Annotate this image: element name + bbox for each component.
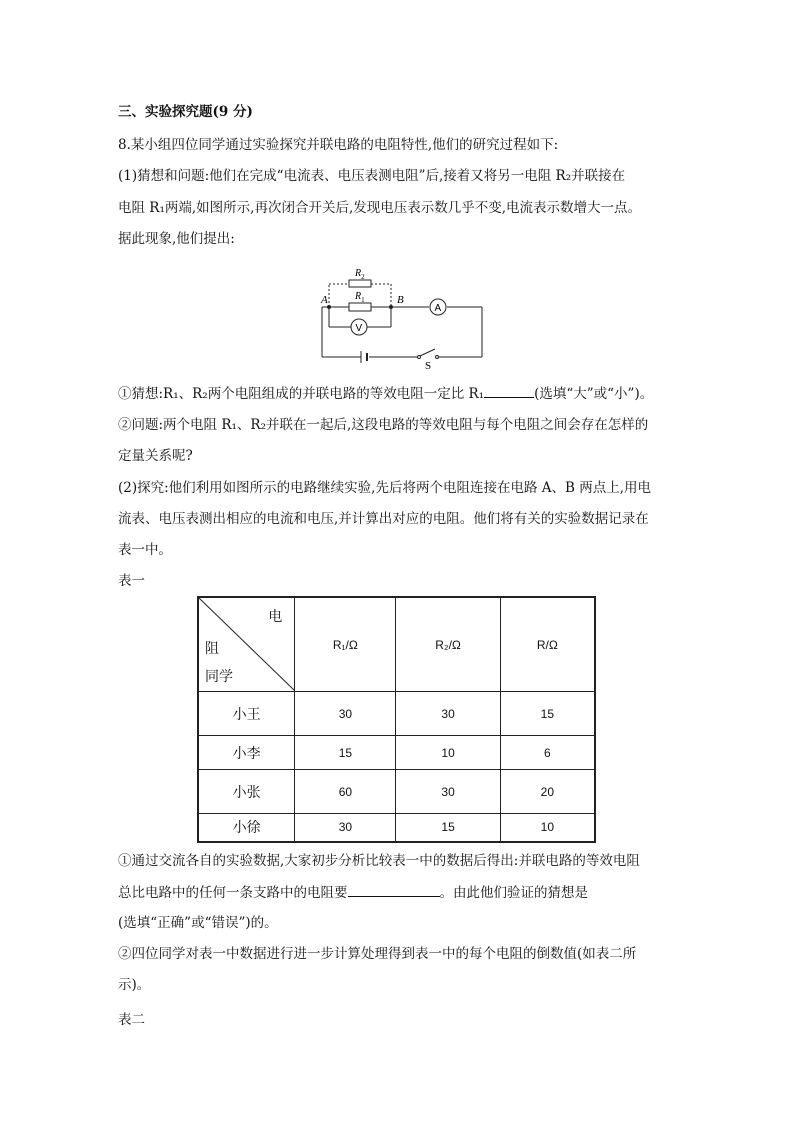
header-diag-top: 电 bbox=[268, 609, 283, 625]
column-header: R₁/Ω bbox=[295, 597, 396, 692]
table2-label: 表二 bbox=[118, 1012, 145, 1028]
student-name: 小李 bbox=[198, 736, 295, 770]
q1-line3: (选填“正确”或“错误”)的。 bbox=[118, 915, 278, 931]
header-diag-bottom: 同学 bbox=[205, 669, 233, 685]
label-r2: $R_2$ bbox=[355, 268, 365, 281]
student-name: 小王 bbox=[198, 692, 295, 736]
diagonal-header-cell bbox=[198, 597, 295, 692]
part2-line1: (2)探究:他们利用如图所示的电路继续实验,先后将两个电阻连接在电路 A、B 两点上,用电 bbox=[118, 480, 652, 496]
guess-text: ①猜想:R₁、R₂两个电阻组成的并联电路的等效电阻一定比 R₁ bbox=[118, 386, 485, 402]
table1-label: 表一 bbox=[118, 573, 145, 589]
table-header-row bbox=[198, 597, 595, 692]
r2-value: 30 bbox=[396, 692, 500, 736]
part2-line2: 流表、电压表测出相应的电流和电压,并计算出对应的电阻。他们将有关的实验数据记录在 bbox=[118, 511, 649, 527]
label-a: A bbox=[321, 294, 328, 306]
q2-line1: ②四位同学对表一中数据进行进一步计算处理得到表一中的每个电阻的倒数值(如表二所 bbox=[118, 946, 637, 962]
q1-line2-text: 总比电路中的任何一条支路中的电阻要 bbox=[118, 885, 348, 901]
r-value: 20 bbox=[500, 770, 595, 814]
svg-text:V: V bbox=[355, 323, 363, 334]
q1-blank[interactable] bbox=[348, 883, 440, 897]
resistor-r1 bbox=[349, 303, 371, 311]
table-row bbox=[198, 770, 595, 814]
r-value: 10 bbox=[500, 814, 595, 842]
q1-line2 bbox=[118, 883, 588, 902]
resistor-r2 bbox=[349, 280, 371, 287]
question-line1: ②问题:两个电阻 R₁、R₂并联在一起后,这段电路的等效电阻与每个电阻之间会存在怎样的 bbox=[118, 417, 649, 433]
part1-line3: 据此现象,他们提出: bbox=[118, 231, 235, 247]
student-name: 小张 bbox=[198, 770, 295, 814]
table-row bbox=[198, 692, 595, 736]
table-row bbox=[198, 814, 595, 842]
q2-line2: 示)。 bbox=[118, 977, 151, 993]
r-value: 6 bbox=[500, 736, 595, 770]
r-value: 15 bbox=[500, 692, 595, 736]
r1-value: 15 bbox=[295, 736, 396, 770]
q1-line2-tail: 。由此他们验证的猜想是 bbox=[439, 885, 588, 901]
r1-value: 30 bbox=[295, 692, 396, 736]
part1-line1: (1)猜想和问题:他们在完成“电流表、电压表测电阻”后,接着又将另一电阻 R₂并联接在 bbox=[118, 168, 626, 184]
q1-line1: ①通过交流各自的实验数据,大家初步分析比较表一中的数据后得出:并联电路的等效电阻 bbox=[118, 853, 640, 869]
part1-line2: 电阻 R₁两端,如图所示,再次闭合开关后,发现电压表示数几乎不变,电流表示数增大一点。 bbox=[118, 200, 642, 216]
label-r1: $R_1$ bbox=[355, 291, 365, 304]
student-name: 小徐 bbox=[198, 814, 295, 842]
table-row bbox=[198, 736, 595, 770]
r2-value: 30 bbox=[396, 770, 500, 814]
switch-icon bbox=[418, 349, 439, 359]
column-header: R/Ω bbox=[500, 597, 595, 692]
battery-icon bbox=[361, 351, 367, 363]
guess-blank[interactable] bbox=[484, 384, 534, 398]
circuit-diagram bbox=[315, 262, 490, 370]
r1-value: 30 bbox=[295, 814, 396, 842]
label-switch: S bbox=[425, 360, 432, 370]
column-header: R₂/Ω bbox=[396, 597, 500, 692]
node-b-dot bbox=[389, 305, 393, 309]
section-title: 三、实验探究题(9 分) bbox=[118, 104, 253, 120]
r2-value: 15 bbox=[396, 814, 500, 842]
svg-text:A: A bbox=[434, 303, 442, 314]
guess-choices: (选填“大”或“小”)。 bbox=[534, 386, 654, 402]
table-one bbox=[197, 596, 596, 843]
r1-value: 60 bbox=[295, 770, 396, 814]
header-diag-mid: 阻 bbox=[205, 641, 219, 657]
guess-line bbox=[118, 384, 653, 403]
r2-value: 10 bbox=[396, 736, 500, 770]
question-intro: 8.某小组四位同学通过实验探究并联电路的电阻特性,他们的研究过程如下: bbox=[118, 137, 559, 153]
part2-line3: 表一中。 bbox=[118, 542, 172, 558]
label-b: B bbox=[397, 294, 404, 306]
question-line2: 定量关系呢? bbox=[118, 448, 193, 464]
